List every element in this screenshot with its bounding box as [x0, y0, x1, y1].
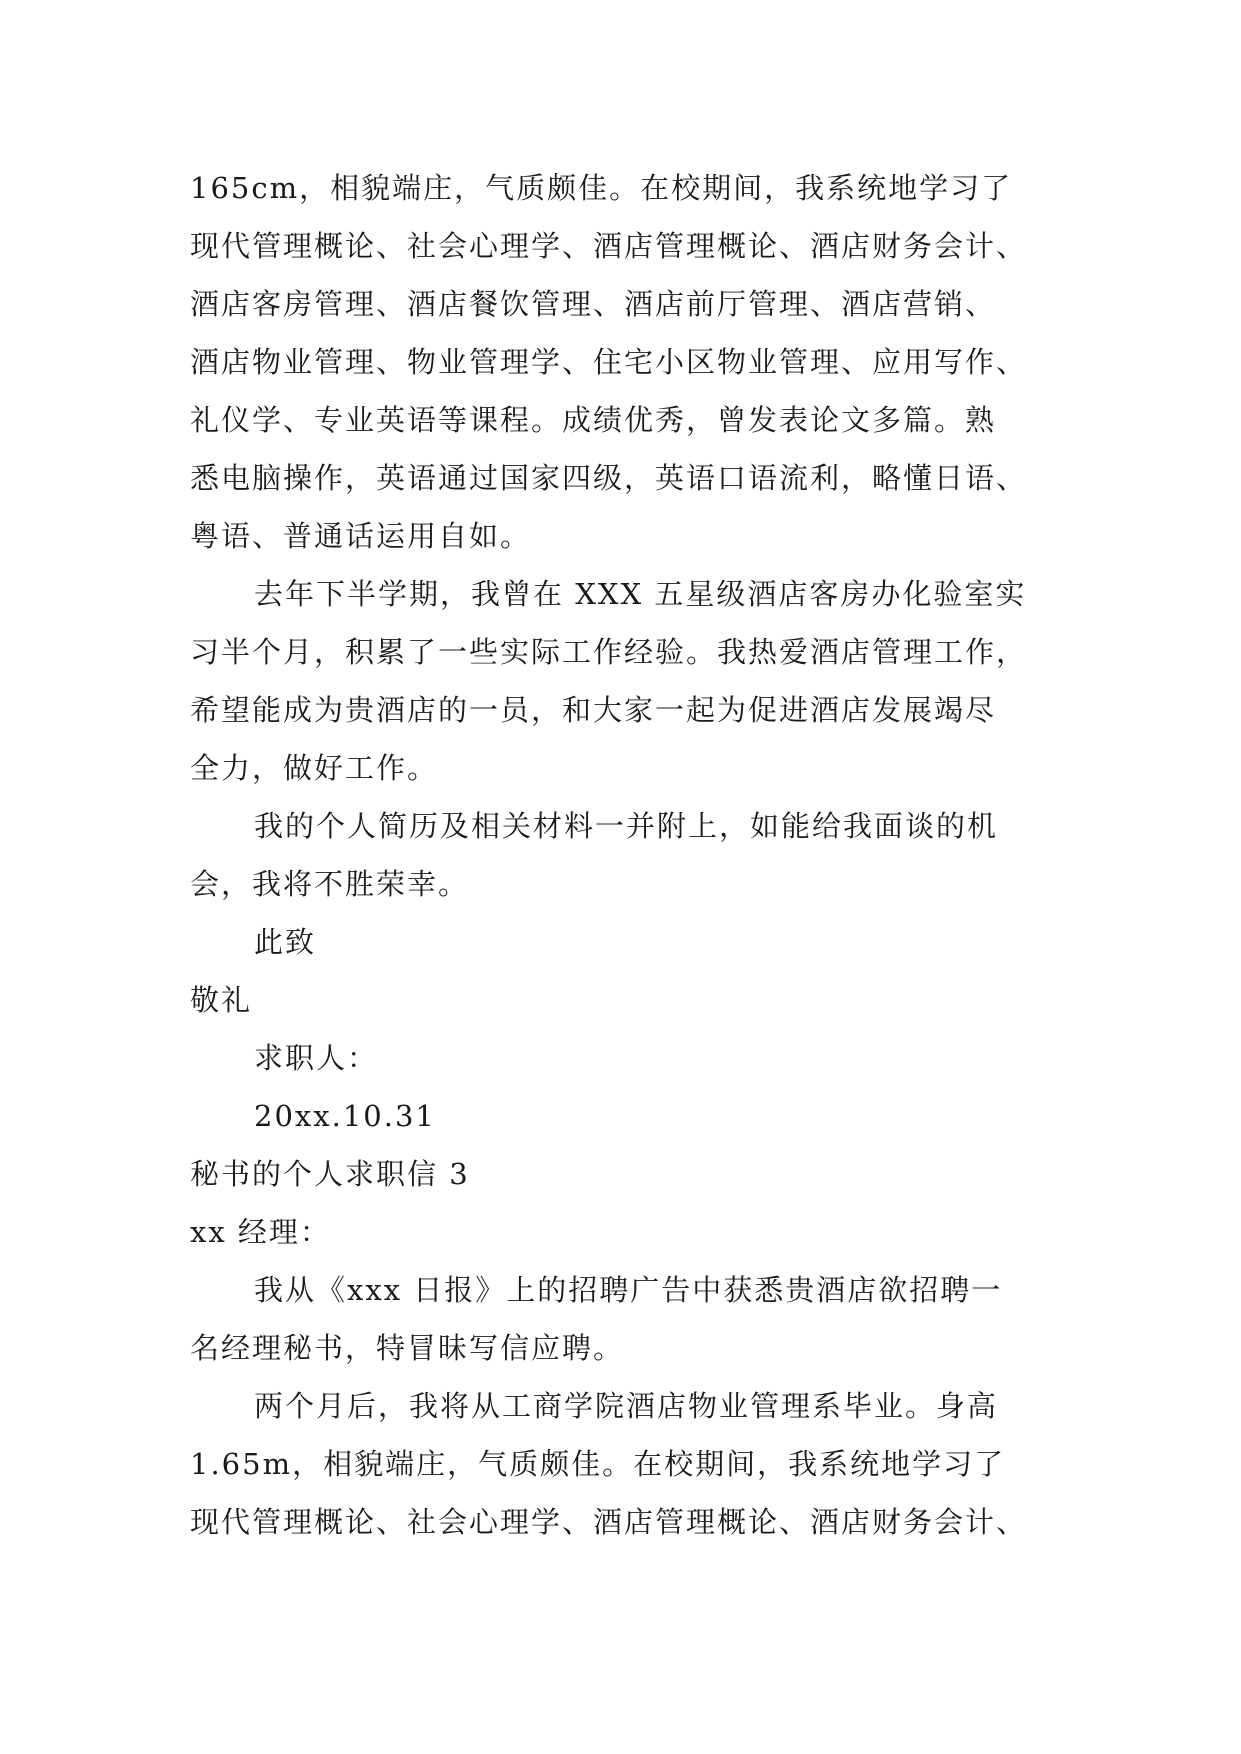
text-line: 名经理秘书，特冒昧写信应聘。 [190, 1331, 625, 1365]
paragraph-start-line: 去年下半学期，我曾在 XXX 五星级酒店客房办化验室实 [254, 577, 1027, 611]
text-line: 165cm，相貌端庄，气质颇佳。在校期间，我系统地学习了 [190, 171, 1013, 205]
text-line: 酒店客房管理、酒店餐饮管理、酒店前厅管理、酒店营销、 [190, 287, 997, 321]
document-body [190, 159, 1070, 1551]
text-line: 礼仪学、专业英语等课程。成绩优秀，曾发表论文多篇。熟 [190, 403, 997, 437]
closing-regards: 敬礼 [190, 983, 253, 1017]
text-line: 希望能成为贵酒店的一员，和大家一起为促进酒店发展竭尽 [190, 693, 997, 727]
section-heading: 秘书的个人求职信 3 [190, 1157, 470, 1191]
text-line: 习半个月，积累了一些实际工作经验。我热爱酒店管理工作， [190, 635, 1028, 669]
paragraph-start-line: 我的个人简历及相关材料一并附上，如能给我面谈的机 [254, 809, 999, 843]
text-line: 现代管理概论、社会心理学、酒店管理概论、酒店财务会计、 [190, 1505, 1028, 1539]
paragraph-start-line: 我从《xxx 日报》上的招聘广告中获悉贵酒店欲招聘一 [254, 1273, 1003, 1307]
signature-label: 求职人： [254, 1041, 379, 1075]
text-line: 现代管理概论、社会心理学、酒店管理概论、酒店财务会计、 [190, 229, 1028, 263]
letter-greeting: xx 经理： [190, 1215, 331, 1249]
text-line: 悉电脑操作，英语通过国家四级，英语口语流利，略懂日语、 [190, 461, 1028, 495]
text-line: 1.65m，相貌端庄，气质颇佳。在校期间，我系统地学习了 [190, 1447, 1006, 1481]
closing-salutation: 此致 [254, 925, 317, 959]
text-line: 全力，做好工作。 [190, 751, 439, 785]
text-line: 酒店物业管理、物业管理学、住宅小区物业管理、应用写作、 [190, 345, 1028, 379]
letter-date: 20xx.10.31 [254, 1099, 436, 1133]
text-line: 会，我将不胜荣幸。 [190, 867, 470, 901]
text-line: 粤语、普通话运用自如。 [190, 519, 532, 553]
paragraph-start-line: 两个月后，我将从工商学院酒店物业管理系毕业。身高 [254, 1389, 999, 1423]
